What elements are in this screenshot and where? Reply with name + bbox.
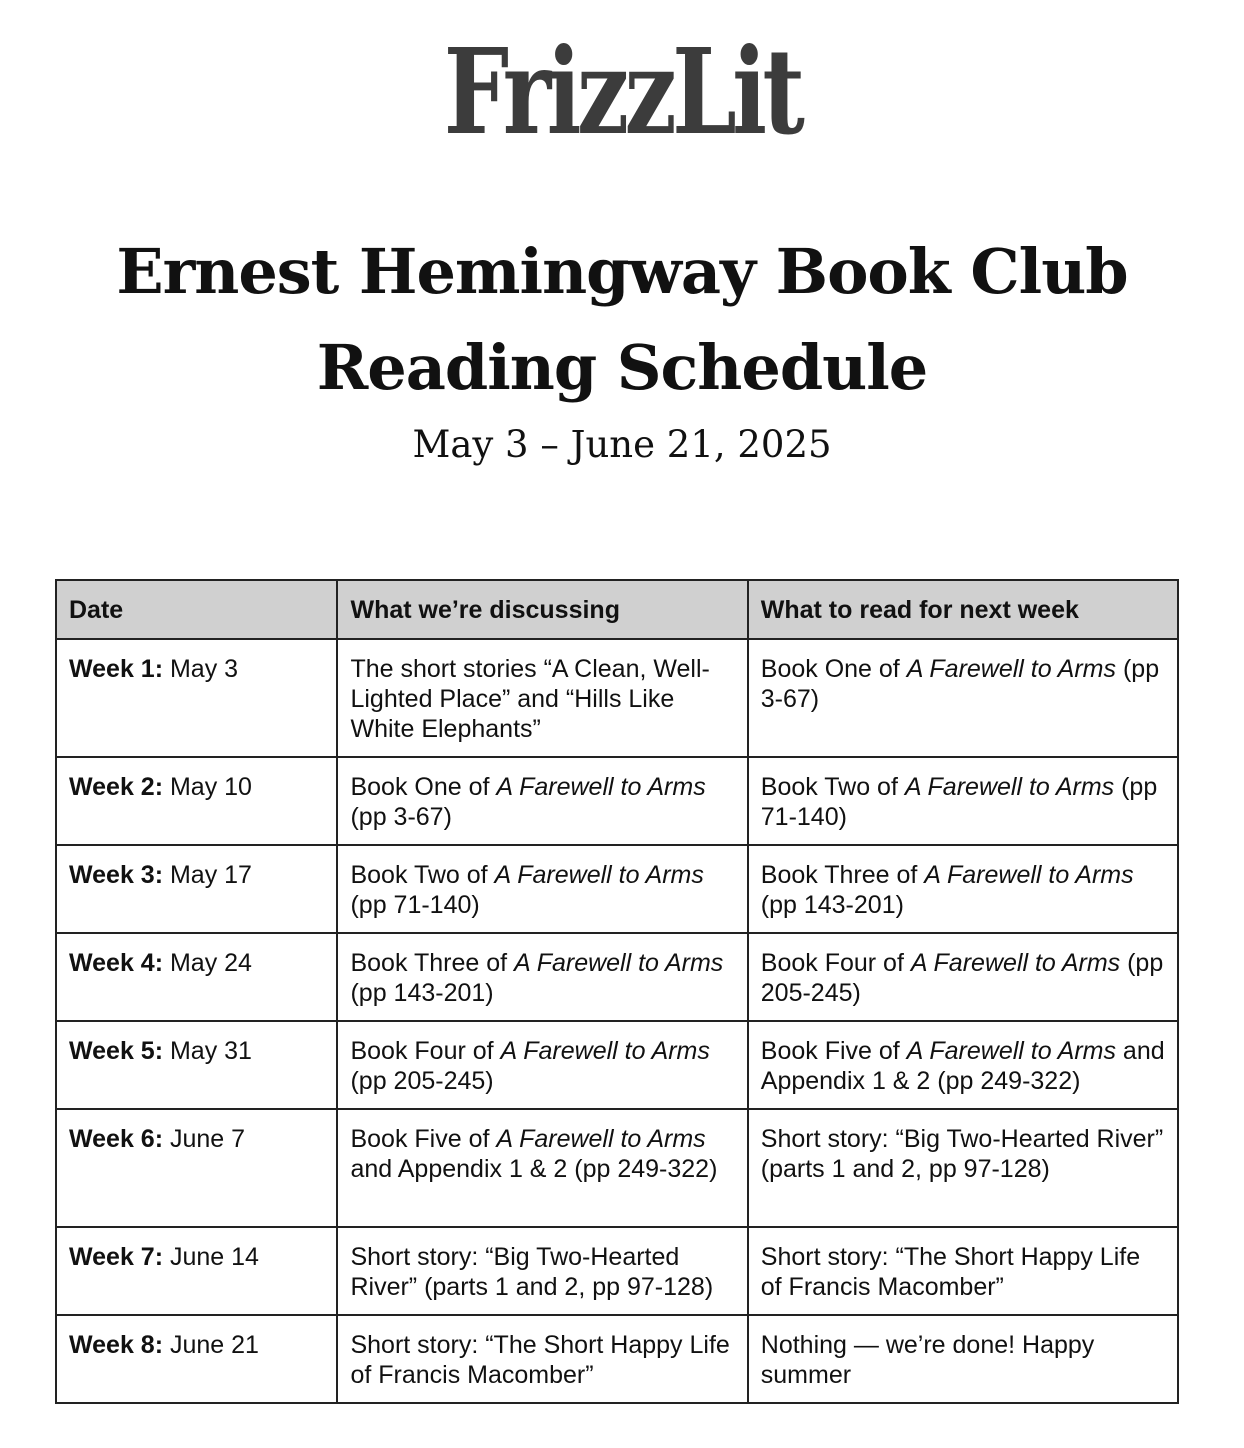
week-label: Week 4: [69,949,164,977]
date-cell [56,1315,337,1403]
week-label: Week 7: [69,1243,164,1271]
date-range: May 3 – June 21, 2025 [412,423,832,466]
table-row [56,1021,1178,1109]
next-week-book-title: A Farewell to Arms [910,949,1121,977]
table-row [56,845,1178,933]
week-label: Week 1: [69,655,164,683]
week-label: Week 6: [69,1125,164,1153]
table-row [56,1315,1178,1403]
week-label: Week 5: [69,1037,164,1065]
title-line-2: Reading Schedule [316,331,928,404]
next-week-text: Book Five of [760,1037,907,1065]
next-week-text: Nothing — we’re done! Happy summer [760,1331,1095,1389]
next-week-pages: and Appendix 1 & 2 (pp 249-322) [760,1037,1165,1095]
next-week-cell [748,757,1178,845]
next-week-text: Short story: “The Short Happy Life of Francis Macomber” [760,1243,1141,1301]
week-date: June 21 [163,1331,259,1359]
page-title [0,224,1244,416]
week-label: Week 2: [69,773,164,801]
table-row [56,1109,1178,1227]
table-header-row [56,580,1178,639]
header-date: Date [56,580,337,639]
date-cell [56,1021,337,1109]
week-date: May 10 [163,773,252,801]
next-week-pages: (pp 71-140) [760,773,1158,831]
next-week-pages: (pp 205-245) [760,949,1164,1007]
discussing-pages: (pp 143-201) [350,979,494,1007]
next-week-cell [748,1315,1178,1403]
discussing-text: Book Two of [350,861,495,889]
header-discussing: What we’re discussing [337,580,747,639]
discussing-book-title: A Farewell to Arms [496,1125,706,1153]
week-date: May 3 [163,655,239,683]
discussing-text: Book One of [350,773,497,801]
next-week-text: Book Four of [760,949,911,977]
discussing-cell [337,757,747,845]
week-date: May 31 [163,1037,252,1065]
next-week-book-title: A Farewell to Arms [906,1037,1116,1065]
week-date: June 7 [163,1125,246,1153]
discussing-text: Short story: “Big Two-Hearted River” (parts 1 and 2, pp 97-128) [350,1243,714,1301]
date-cell [56,1109,337,1227]
next-week-cell [748,933,1178,1021]
week-date: May 17 [163,861,252,889]
next-week-text: Book Three of [760,861,925,889]
next-week-pages: (pp 143-201) [760,891,904,919]
week-date: June 14 [163,1243,259,1271]
date-cell [56,933,337,1021]
discussing-book-title: A Farewell to Arms [500,1037,710,1065]
discussing-cell [337,845,747,933]
discussing-text: The short stories “A Clean, Well-Lighted Place” and “Hills Like White Elephants” [350,655,710,743]
discussing-cell [337,1315,747,1403]
discussing-book-title: A Farewell to Arms [496,773,706,801]
discussing-pages: and Appendix 1 & 2 (pp 249-322) [350,1155,718,1183]
next-week-book-title: A Farewell to Arms [904,773,1115,801]
discussing-text: Short story: “The Short Happy Life of Francis Macomber” [350,1331,730,1389]
date-cell [56,845,337,933]
table-row [56,933,1178,1021]
next-week-book-title: A Farewell to Arms [924,861,1134,889]
header-next-week: What to read for next week [748,580,1178,639]
title-line-1: Ernest Hemingway Book Club [116,235,1128,308]
next-week-cell [748,639,1178,757]
discussing-cell [337,1021,747,1109]
discussing-pages: (pp 71-140) [350,891,480,919]
discussing-pages: (pp 3-67) [350,803,452,831]
discussing-text: Book Four of [350,1037,501,1065]
next-week-text: Book Two of [760,773,905,801]
next-week-pages: (pp 3-67) [760,655,1160,713]
week-label: Week 8: [69,1331,164,1359]
table-row [56,1227,1178,1315]
next-week-cell [748,845,1178,933]
discussing-text: Book Three of [350,949,514,977]
discussing-book-title: A Farewell to Arms [514,949,724,977]
discussing-text: Book Five of [350,1125,497,1153]
discussing-cell [337,933,747,1021]
discussing-cell [337,1227,747,1315]
discussing-cell [337,639,747,757]
week-label: Week 3: [69,861,164,889]
next-week-cell [748,1021,1178,1109]
next-week-text: Book One of [760,655,907,683]
next-week-text: Short story: “Big Two-Hearted River” (parts 1 and 2, pp 97-128) [760,1125,1164,1183]
table-row [56,639,1178,757]
frizzlit-logo: FrizzLit [443,22,801,161]
date-cell [56,757,337,845]
reading-schedule-table [55,579,1179,1404]
next-week-cell [748,1109,1178,1227]
next-week-book-title: A Farewell to Arms [906,655,1117,683]
discussing-cell [337,1109,747,1227]
date-cell [56,1227,337,1315]
date-cell [56,639,337,757]
week-date: May 24 [163,949,252,977]
table-row [56,757,1178,845]
next-week-cell [748,1227,1178,1315]
discussing-pages: (pp 205-245) [350,1067,494,1095]
discussing-book-title: A Farewell to Arms [494,861,704,889]
